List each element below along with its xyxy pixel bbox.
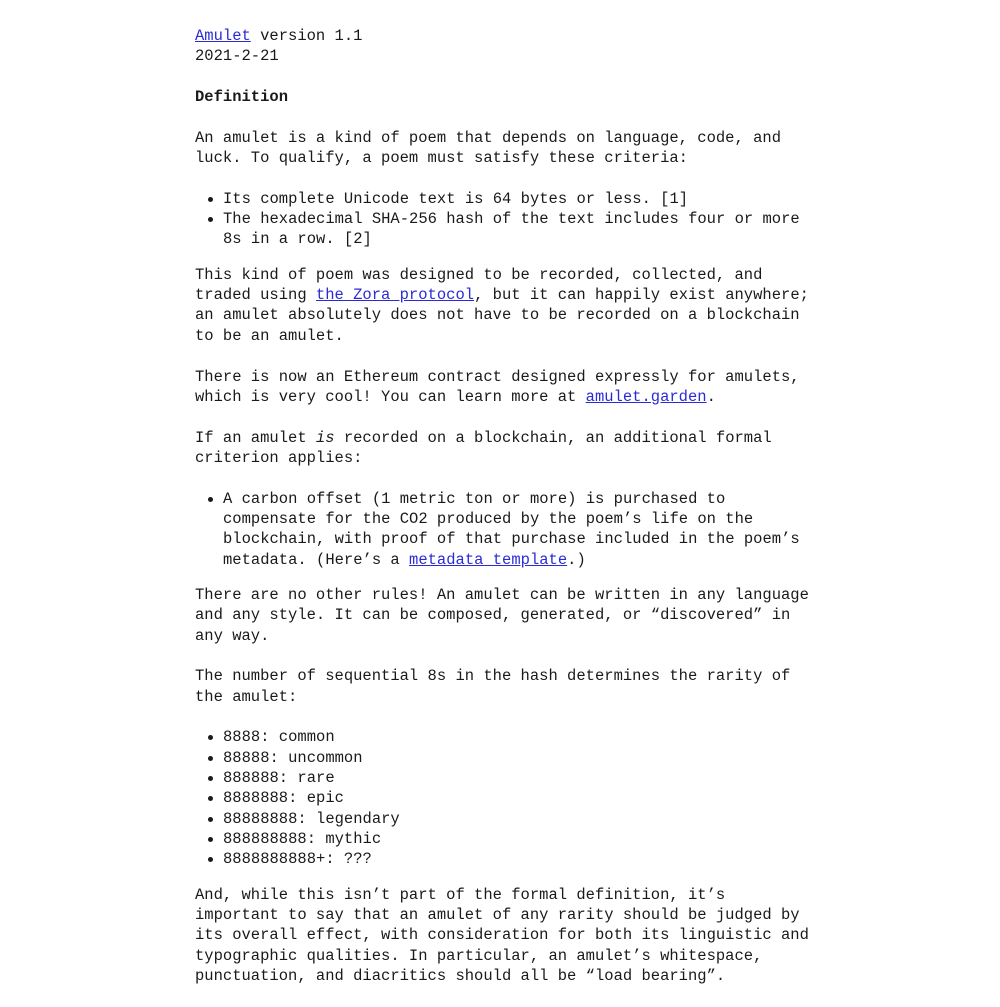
zora-paragraph xyxy=(195,265,815,346)
list-item: Its complete Unicode text is 64 bytes or less. [1] xyxy=(223,189,815,209)
list-item: 888888888: mythic xyxy=(223,829,815,849)
definition-heading: Definition xyxy=(195,88,289,107)
document-header xyxy=(195,26,815,67)
rarity-intro-paragraph: The number of sequential 8s in the hash determines the rarity of the amulet: xyxy=(195,667,791,706)
list-item: 8888: common xyxy=(223,727,815,747)
contract-text-post: . xyxy=(706,387,716,406)
zora-protocol-link[interactable]: the Zora protocol xyxy=(315,286,475,305)
list-item xyxy=(223,489,815,570)
blockchain-text-pre: If an amulet xyxy=(195,428,316,447)
carbon-text-post: .) xyxy=(567,550,586,569)
contract-text-pre: There is now an Ethereum contract designed expressly for amulets, which is very cool! You can learn more at xyxy=(195,367,800,406)
list-item: 88888: uncommon xyxy=(223,748,815,768)
zora-text-post: , but it can happily exist anywhere; an amulet absolutely does not have to be recorded on a blockchain to be an amulet. xyxy=(195,286,809,345)
blockchain-emphasis: is xyxy=(315,428,335,447)
list-item: 8888888: epic xyxy=(223,788,815,808)
blockchain-text-post: recorded on a blockchain, an additional formal criterion applies: xyxy=(195,428,772,467)
amulet-garden-link[interactable]: amulet.garden xyxy=(585,387,707,406)
list-item: The hexadecimal SHA-256 hash of the text includes four or more 8s in a row. [2] xyxy=(223,209,815,250)
list-item: 888888: rare xyxy=(223,768,815,788)
document xyxy=(195,26,815,1007)
rarity-list xyxy=(195,727,815,869)
blockchain-paragraph xyxy=(195,428,815,469)
closing-paragraph: And, while this isn’t part of the formal definition, it’s important to say that an amulet of any rarity should be judged by its overall effect, with consideration for both its linguistic and typographic qualities. In particular, an amulet’s whitespace, punctuation, and diacritics should all be “load bearing”. xyxy=(195,885,809,986)
date-text: 2021-2-21 xyxy=(195,47,279,66)
metadata-template-link[interactable]: metadata template xyxy=(409,550,568,569)
contract-paragraph xyxy=(195,367,815,408)
version-line xyxy=(195,26,815,46)
zora-text-pre: This kind of poem was designed to be recorded, collected, and traded using xyxy=(195,265,763,305)
list-item: 8888888888+: ??? xyxy=(223,849,815,869)
criteria-list xyxy=(195,189,815,250)
amulet-link[interactable]: Amulet xyxy=(195,27,251,45)
intro-paragraph: An amulet is a kind of poem that depends on language, code, and luck. To qualify, a poem must satisfy these criteria: xyxy=(195,128,781,168)
no-rules-paragraph: There are no other rules! An amulet can be written in any language and any style. It can be composed, generated, or “discovered” in any way. xyxy=(195,585,809,645)
list-item: 88888888: legendary xyxy=(223,809,815,829)
version-text: version 1.1 xyxy=(250,27,363,45)
carbon-list xyxy=(195,489,815,570)
carbon-text-pre: A carbon offset (1 metric ton or more) is purchased to compensate for the CO2 produced by the poem’s life on the blockchain, with proof of that purchase included in the poem’s metadata. (Here’s a xyxy=(223,489,800,569)
